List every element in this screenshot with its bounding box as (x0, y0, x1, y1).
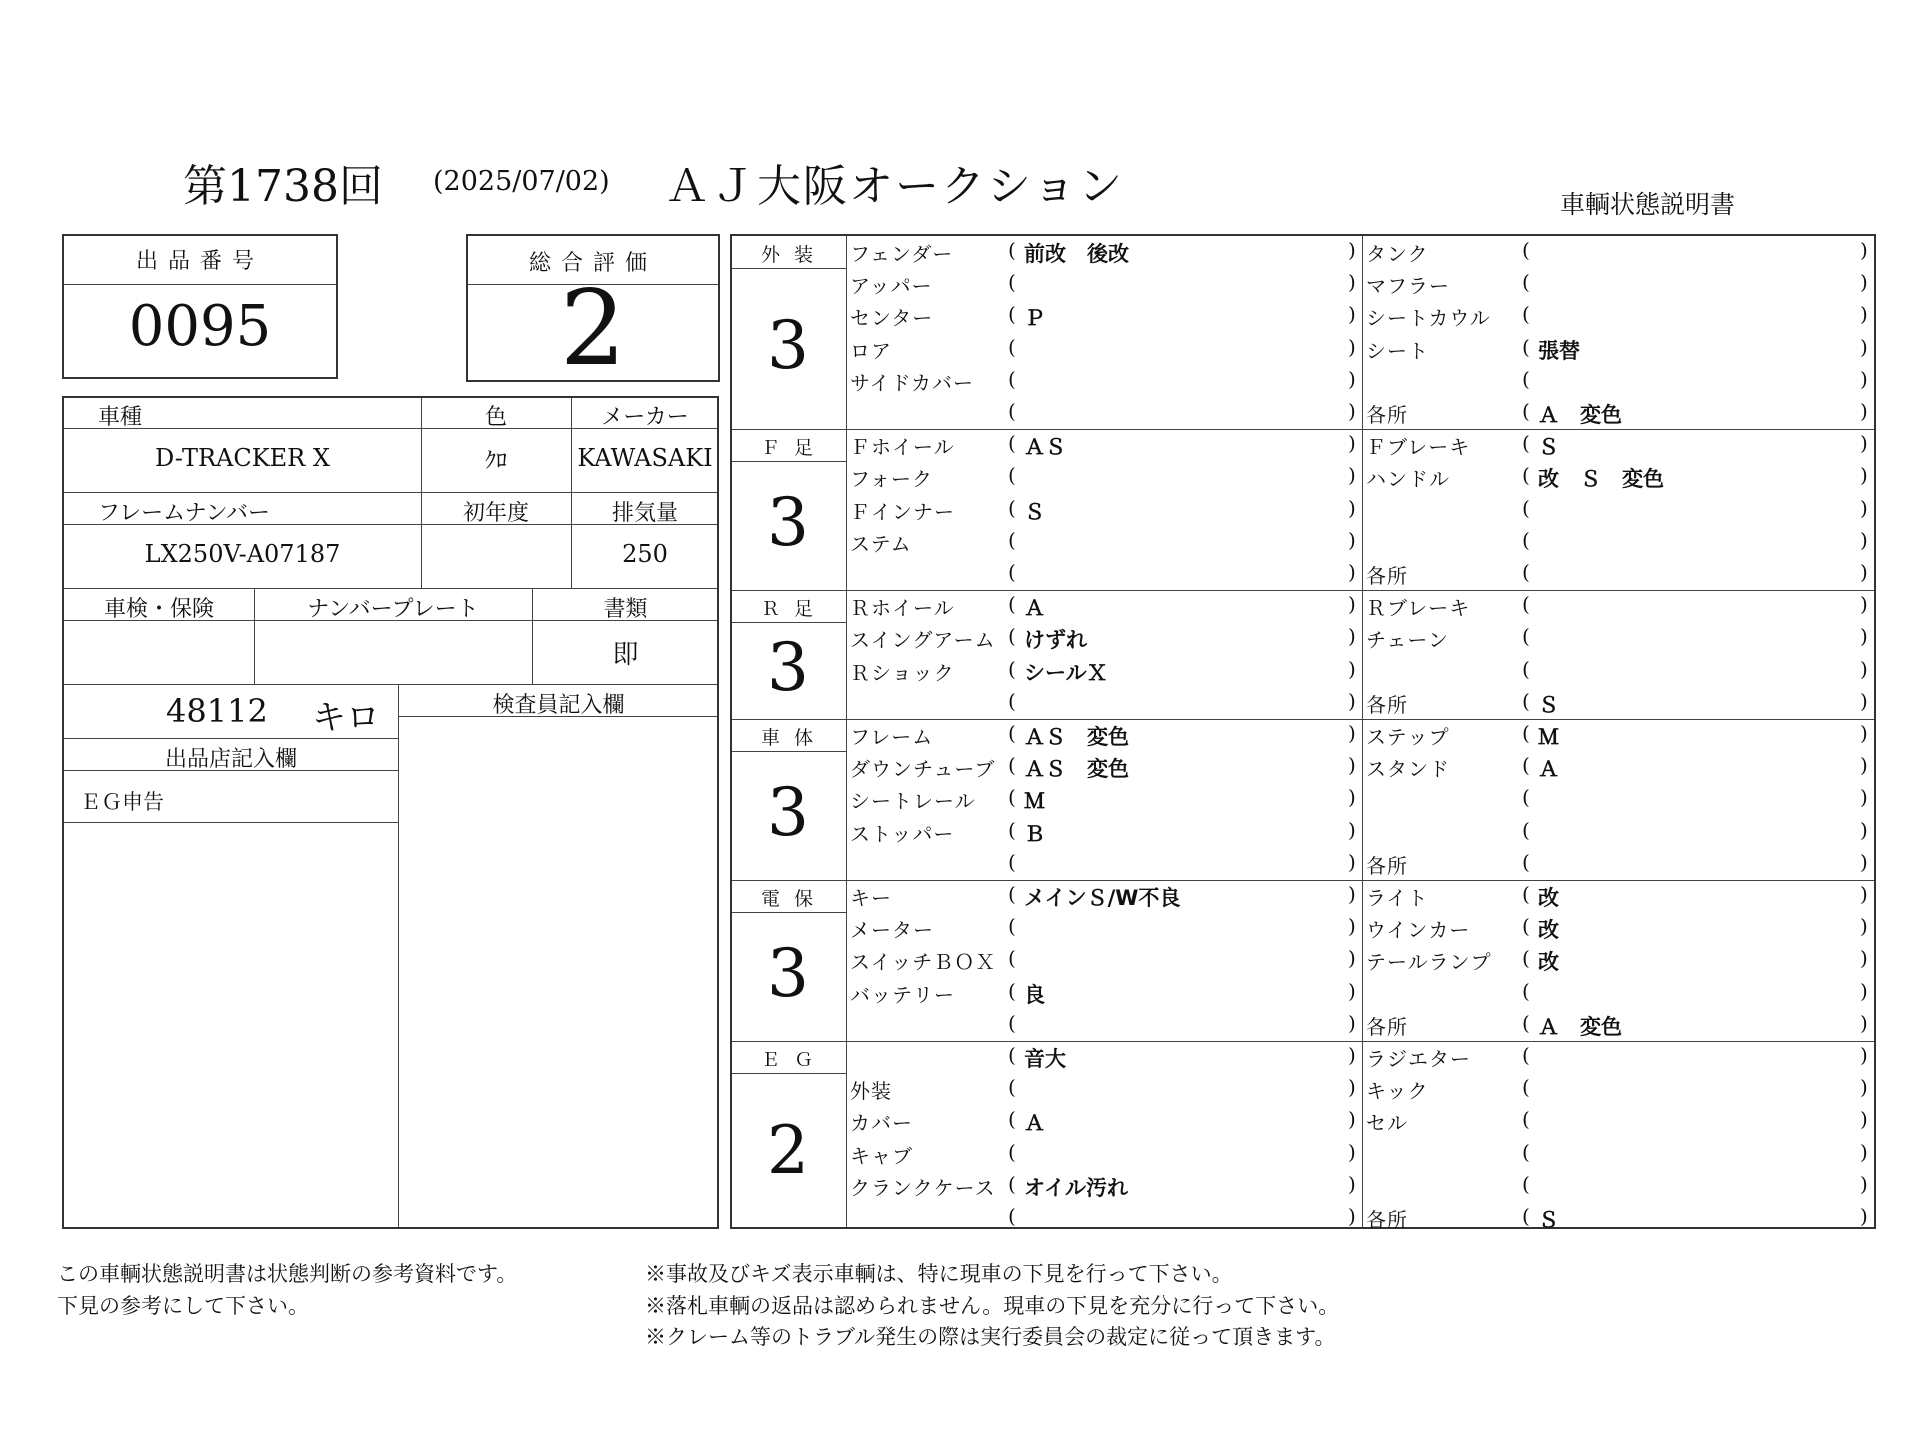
open-paren: ( (1522, 817, 1530, 842)
number-plate-label: ナンバープレート (307, 597, 479, 622)
item-label: キック (1366, 1079, 1429, 1104)
close-paren: ) (1860, 721, 1868, 745)
vehicle-info-table (62, 396, 719, 1229)
item-value: ＡＳ (1024, 435, 1066, 460)
item-value: Ｂ (1024, 821, 1045, 846)
item-value: Ａ (1538, 757, 1559, 782)
item-label: ハンドル (1366, 467, 1450, 492)
item-label: 各所 (1366, 1208, 1408, 1232)
open-paren: ( (1008, 592, 1016, 617)
close-paren: ) (1348, 914, 1356, 939)
open-paren: ( (1522, 946, 1530, 971)
open-paren: ( (1008, 785, 1016, 810)
item-label: Ｆインナー (850, 499, 955, 524)
open-paren: ( (1008, 399, 1016, 423)
condition-row (732, 657, 1874, 689)
item-value: Ａ 変色 (1538, 1014, 1622, 1039)
close-paren: ) (1348, 238, 1356, 262)
open-paren: ( (1008, 1010, 1016, 1035)
open-paren: ( (1008, 688, 1016, 713)
close-paren: ) (1860, 978, 1868, 1003)
close-paren: ) (1860, 753, 1868, 778)
close-paren: ) (1348, 270, 1356, 295)
close-paren: ) (1348, 882, 1356, 906)
item-label: Ｒショック (850, 660, 955, 685)
item-label: アッパー (850, 274, 933, 299)
color-label: 色 (484, 405, 507, 430)
item-value: Ｓ (1538, 1208, 1559, 1232)
open-paren: ( (1008, 1043, 1016, 1067)
open-paren: ( (1522, 527, 1530, 552)
item-value: 改 Ｓ 変色 (1538, 467, 1664, 492)
color-value: ｸﾛ (484, 449, 507, 474)
item-label: テールランプ (1366, 950, 1492, 975)
open-paren: ( (1522, 785, 1530, 810)
close-paren: ) (1348, 463, 1356, 488)
open-paren: ( (1522, 463, 1530, 488)
open-paren: ( (1008, 431, 1016, 456)
item-label: スイッチＢＯＸ (850, 950, 997, 975)
open-paren: ( (1008, 495, 1016, 520)
close-paren: ) (1860, 1075, 1868, 1100)
section-score: 2 (767, 1111, 809, 1189)
item-label: ダウンチューブ (850, 757, 996, 782)
condition-row (732, 914, 1874, 946)
item-value: Ｐ (1024, 306, 1045, 331)
close-paren: ) (1348, 849, 1356, 874)
displacement-label: 排気量 (611, 501, 678, 526)
condition-row (732, 1043, 1874, 1075)
open-paren: ( (1008, 560, 1016, 584)
item-value: 改 (1538, 950, 1559, 975)
open-paren: ( (1008, 1139, 1016, 1164)
open-paren: ( (1008, 463, 1016, 488)
section-score: 3 (767, 773, 809, 851)
close-paren: ) (1348, 399, 1356, 423)
footer-warning-1: ※事故及びキズ表示車輌は、特に現車の下見を行って下さい。 (645, 1262, 1233, 1286)
close-paren: ) (1860, 334, 1868, 359)
condition-row (732, 689, 1874, 721)
item-label: ステップ (1366, 725, 1450, 749)
condition-row (732, 270, 1874, 302)
open-paren: ( (1522, 914, 1530, 939)
condition-row (732, 818, 1874, 850)
open-paren: ( (1522, 882, 1530, 906)
footer-note-2: 下見の参考にして下さい。 (57, 1294, 309, 1318)
item-value: Ｓ (1538, 435, 1559, 460)
open-paren: ( (1008, 1171, 1016, 1196)
condition-row (732, 1204, 1874, 1236)
close-paren: ) (1348, 1043, 1356, 1067)
close-paren: ) (1860, 624, 1868, 649)
close-paren: ) (1860, 560, 1868, 584)
close-paren: ) (1348, 1010, 1356, 1035)
close-paren: ) (1860, 882, 1868, 906)
condition-row (732, 753, 1874, 785)
item-label: Ｒブレーキ (1366, 596, 1471, 621)
item-label: センター (850, 306, 934, 331)
item-label: ライト (1366, 886, 1429, 910)
condition-row (732, 431, 1874, 463)
item-value: ＡＳ 変色 (1024, 725, 1129, 749)
item-label: マフラー (1366, 274, 1450, 299)
open-paren: ( (1008, 753, 1016, 778)
close-paren: ) (1860, 914, 1868, 939)
condition-row (732, 496, 1874, 528)
item-label: Ｒホイール (850, 596, 955, 621)
item-label: 各所 (1366, 403, 1408, 427)
item-label: スイングアーム (850, 628, 996, 653)
close-paren: ) (1860, 238, 1868, 262)
item-label: スタンド (1366, 757, 1450, 782)
item-label: チェーン (1366, 628, 1449, 653)
condition-row (732, 1107, 1874, 1139)
auction-date: (2025/07/02) (433, 166, 610, 197)
close-paren: ) (1860, 785, 1868, 810)
open-paren: ( (1522, 1043, 1530, 1067)
open-paren: ( (1522, 1010, 1530, 1035)
condition-row (732, 946, 1874, 978)
store-notes-value: ＥＧ申告 (80, 790, 164, 814)
open-paren: ( (1522, 1139, 1530, 1164)
item-value: Ｍ (1024, 789, 1045, 814)
item-label: 各所 (1366, 1014, 1408, 1039)
condition-row (732, 528, 1874, 560)
lot-number-box (62, 234, 338, 379)
item-label: キー (850, 886, 892, 910)
overall-grade: 2 (559, 267, 627, 389)
open-paren: ( (1008, 882, 1016, 906)
maker-label: メーカー (601, 405, 689, 430)
lot-number-label: 出品番号 (135, 249, 264, 274)
item-value: Ｓ (1024, 499, 1045, 524)
section-heading: ＥＧ (760, 1049, 827, 1071)
condition-row (732, 399, 1874, 431)
item-label: フォーク (850, 467, 933, 492)
section-heading: 車体 (760, 727, 827, 749)
condition-row (732, 882, 1874, 914)
close-paren: ) (1860, 1107, 1868, 1132)
open-paren: ( (1522, 978, 1530, 1003)
item-value: 改 (1538, 918, 1559, 943)
close-paren: ) (1348, 366, 1356, 391)
open-paren: ( (1522, 753, 1530, 778)
displacement-value: 250 (622, 540, 668, 568)
open-paren: ( (1008, 817, 1016, 842)
close-paren: ) (1348, 817, 1356, 842)
section-heading: 外装 (760, 244, 827, 266)
close-paren: ) (1348, 753, 1356, 778)
item-value: 張替 (1538, 338, 1580, 363)
open-paren: ( (1522, 688, 1530, 713)
item-value: ＡＳ 変色 (1024, 757, 1129, 782)
close-paren: ) (1348, 560, 1356, 584)
close-paren: ) (1860, 817, 1868, 842)
open-paren: ( (1522, 431, 1530, 456)
condition-row (732, 1140, 1874, 1172)
close-paren: ) (1348, 1171, 1356, 1196)
item-value: オイル汚れ (1024, 1175, 1128, 1200)
item-value: 音大 (1024, 1047, 1066, 1071)
condition-table (730, 234, 1876, 1232)
condition-row (732, 560, 1874, 592)
item-label: ロア (850, 338, 892, 363)
item-value: 前改 後改 (1024, 242, 1129, 266)
open-paren: ( (1008, 1204, 1016, 1228)
item-label: 各所 (1366, 853, 1408, 878)
condition-row (732, 624, 1874, 656)
item-value: Ａ 変色 (1538, 403, 1622, 427)
footer-warning-2: ※落札車輌の返品は認められません。現車の下見を充分に行って下さい。 (645, 1294, 1340, 1318)
maker-value: KAWASAKI (577, 444, 713, 472)
condition-row (732, 238, 1874, 270)
item-label: フレーム (850, 725, 934, 749)
item-value: Ｍ (1538, 725, 1559, 749)
item-label: ステム (850, 531, 912, 556)
condition-row (732, 1011, 1874, 1043)
close-paren: ) (1860, 463, 1868, 488)
model-value: D-TRACKER X (155, 444, 330, 472)
open-paren: ( (1522, 849, 1530, 874)
open-paren: ( (1008, 270, 1016, 295)
close-paren: ) (1348, 688, 1356, 713)
close-paren: ) (1348, 527, 1356, 552)
open-paren: ( (1522, 399, 1530, 423)
condition-row (732, 367, 1874, 399)
condition-row (732, 785, 1874, 817)
close-paren: ) (1860, 1204, 1868, 1228)
close-paren: ) (1348, 1139, 1356, 1164)
item-label: 各所 (1366, 692, 1408, 717)
section-score: 3 (767, 306, 809, 384)
frame-number-label: フレームナンバー (98, 501, 271, 526)
open-paren: ( (1522, 495, 1530, 520)
condition-row (732, 1075, 1874, 1107)
close-paren: ) (1860, 656, 1868, 681)
section-heading: Ｆ足 (760, 437, 827, 460)
open-paren: ( (1522, 334, 1530, 359)
close-paren: ) (1348, 946, 1356, 971)
item-label: 外装 (850, 1079, 892, 1104)
condition-row (732, 850, 1874, 882)
open-paren: ( (1008, 1107, 1016, 1132)
item-value: Ａ (1024, 1111, 1045, 1136)
close-paren: ) (1348, 978, 1356, 1003)
open-paren: ( (1008, 624, 1016, 649)
close-paren: ) (1860, 399, 1868, 423)
overall-grade-label: 総合評価 (528, 251, 657, 276)
close-paren: ) (1860, 1171, 1868, 1196)
open-paren: ( (1522, 1075, 1530, 1100)
close-paren: ) (1348, 721, 1356, 745)
open-paren: ( (1008, 946, 1016, 971)
item-label: 各所 (1366, 564, 1408, 588)
open-paren: ( (1522, 366, 1530, 391)
item-label: サイドカバー (850, 370, 974, 395)
close-paren: ) (1860, 431, 1868, 456)
open-paren: ( (1522, 624, 1530, 649)
close-paren: ) (1348, 431, 1356, 456)
auction-name: ＡＪ大阪オークション (665, 161, 1125, 212)
item-label: シートレール (850, 789, 976, 814)
close-paren: ) (1348, 785, 1356, 810)
close-paren: ) (1860, 1010, 1868, 1035)
item-label: メーター (850, 918, 934, 943)
item-label: シートカウル (1366, 306, 1491, 331)
item-value: Ｓ (1538, 692, 1559, 717)
item-value: 改 (1538, 886, 1559, 910)
close-paren: ) (1348, 302, 1356, 327)
condition-row (732, 335, 1874, 367)
section-score: 3 (767, 628, 809, 706)
open-paren: ( (1008, 849, 1016, 874)
close-paren: ) (1348, 1107, 1356, 1132)
item-value: Ａ (1024, 596, 1045, 621)
open-paren: ( (1522, 592, 1530, 617)
close-paren: ) (1348, 1075, 1356, 1100)
condition-row (732, 721, 1874, 753)
inspection-insurance-label: 車検・保険 (103, 597, 214, 622)
auction-round: 第1738回 (183, 161, 383, 212)
open-paren: ( (1008, 978, 1016, 1003)
close-paren: ) (1860, 495, 1868, 520)
open-paren: ( (1008, 334, 1016, 359)
condition-row (732, 592, 1874, 624)
open-paren: ( (1008, 527, 1016, 552)
open-paren: ( (1008, 656, 1016, 681)
item-label: バッテリー (850, 982, 955, 1007)
open-paren: ( (1522, 560, 1530, 584)
mileage-value: 48112 (166, 692, 268, 730)
close-paren: ) (1860, 527, 1868, 552)
section-heading: Ｒ足 (760, 598, 827, 621)
item-label: フェンダー (850, 242, 954, 266)
open-paren: ( (1008, 238, 1016, 262)
close-paren: ) (1348, 1204, 1356, 1228)
item-label: カバー (850, 1111, 913, 1136)
open-paren: ( (1522, 721, 1530, 745)
item-value: メインＳ/W不良 (1024, 886, 1181, 910)
frame-number-value: LX250V-A07187 (144, 540, 341, 568)
open-paren: ( (1522, 1107, 1530, 1132)
close-paren: ) (1860, 1139, 1868, 1164)
open-paren: ( (1522, 1171, 1530, 1196)
close-paren: ) (1860, 946, 1868, 971)
close-paren: ) (1348, 624, 1356, 649)
item-label: Ｆホイール (850, 435, 955, 460)
close-paren: ) (1860, 366, 1868, 391)
open-paren: ( (1522, 302, 1530, 327)
close-paren: ) (1860, 270, 1868, 295)
store-notes-label: 出品店記入欄 (164, 747, 297, 772)
item-label: Ｆブレーキ (1366, 435, 1471, 460)
lot-number: 0095 (128, 294, 272, 359)
overall-grade-box (466, 234, 720, 389)
open-paren: ( (1522, 270, 1530, 295)
close-paren: ) (1348, 334, 1356, 359)
footer-warning-3: ※クレーム等のトラブル発生の際は実行委員会の裁定に従って頂きます。 (645, 1325, 1336, 1349)
close-paren: ) (1348, 592, 1356, 617)
open-paren: ( (1008, 366, 1016, 391)
item-value: シールＸ (1024, 660, 1108, 685)
item-value: 良 (1024, 982, 1045, 1007)
item-label: クランクケース (850, 1175, 996, 1200)
condition-row (732, 979, 1874, 1011)
item-label: ストッパー (850, 821, 955, 846)
close-paren: ) (1860, 849, 1868, 874)
inspector-notes-label: 検査員記入欄 (492, 693, 625, 718)
document-title: 車輌状態説明書 (1560, 190, 1736, 219)
model-label: 車種 (98, 405, 143, 430)
documents-value: 即 (612, 640, 639, 670)
open-paren: ( (1008, 302, 1016, 327)
open-paren: ( (1008, 721, 1016, 745)
item-label: タンク (1366, 242, 1429, 266)
condition-row (732, 302, 1874, 334)
open-paren: ( (1522, 238, 1530, 262)
close-paren: ) (1348, 656, 1356, 681)
open-paren: ( (1522, 1204, 1530, 1228)
open-paren: ( (1008, 914, 1016, 939)
open-paren: ( (1522, 656, 1530, 681)
documents-label: 書類 (603, 597, 648, 622)
item-label: キャブ (850, 1143, 913, 1168)
footer-note-1: この車輌状態説明書は状態判断の参考資料です。 (57, 1262, 518, 1286)
condition-row (732, 1172, 1874, 1204)
item-value: けずれ (1024, 628, 1087, 653)
section-heading: 電保 (760, 888, 827, 910)
close-paren: ) (1348, 495, 1356, 520)
close-paren: ) (1860, 1043, 1868, 1067)
section-score: 3 (767, 483, 809, 561)
open-paren: ( (1008, 1075, 1016, 1100)
section-score: 3 (767, 934, 809, 1012)
close-paren: ) (1860, 302, 1868, 327)
condition-row (732, 463, 1874, 495)
first-year-label: 初年度 (462, 501, 529, 526)
mileage-unit: キロ (312, 698, 380, 738)
item-label: ラジエター (1366, 1047, 1471, 1071)
item-label: セル (1366, 1111, 1408, 1136)
item-label: ウインカー (1366, 918, 1471, 943)
close-paren: ) (1860, 592, 1868, 617)
close-paren: ) (1860, 688, 1868, 713)
item-label: シート (1366, 338, 1429, 363)
